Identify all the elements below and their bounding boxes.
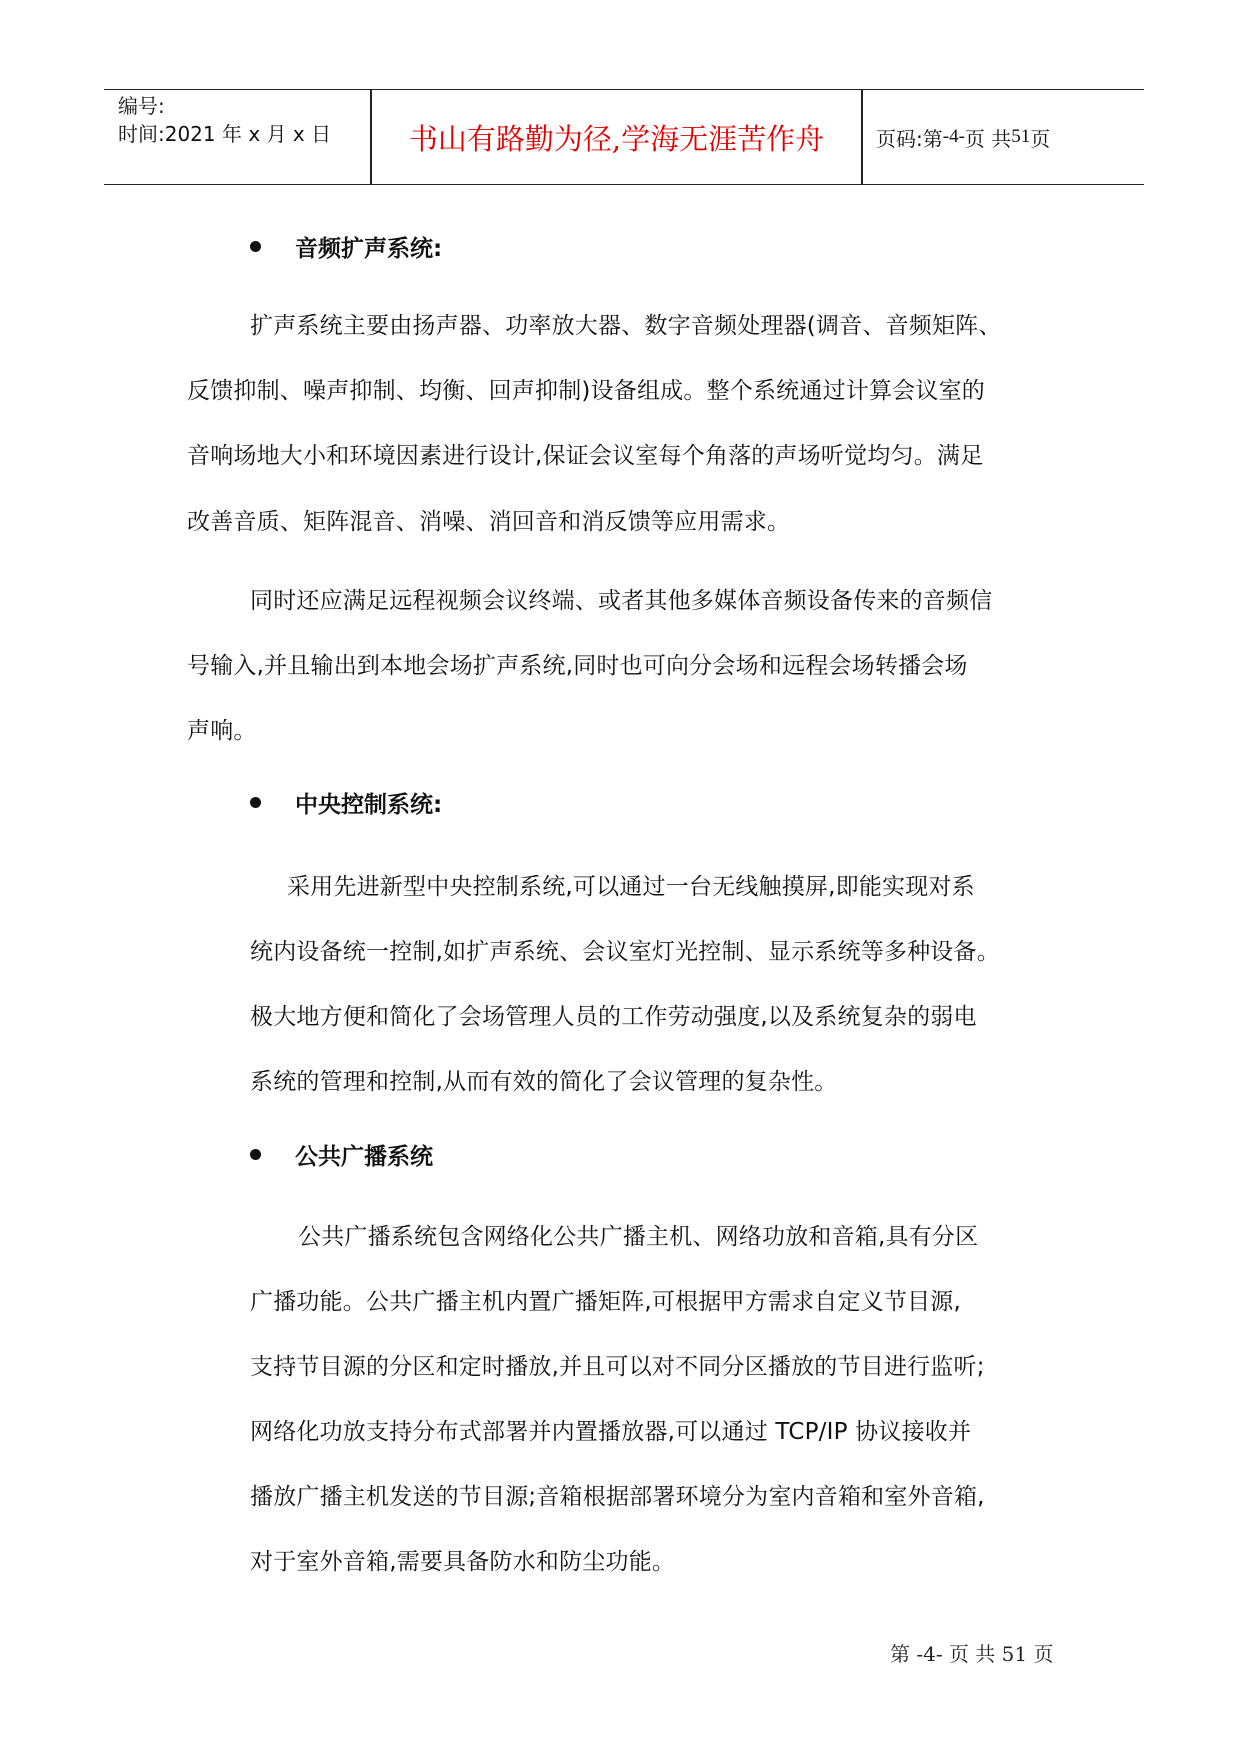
section-heading [250, 786, 442, 819]
page-total: 51 [1011, 126, 1031, 147]
section-heading [250, 1138, 433, 1171]
bullet-icon [250, 1149, 261, 1160]
section-heading-text: 公共广播系统 [295, 1144, 433, 1170]
page-suffix: 页 [1030, 126, 1051, 151]
section-heading-text: 音频扩声系统: [295, 236, 443, 262]
page-num: -4- [942, 126, 965, 147]
paragraph-line: 播放广播主机发送的节目源;音箱根据部署环境分为室内音箱和室外音箱, [250, 1484, 985, 1510]
paragraph-line: 支持节目源的分区和定时播放,并且可以对不同分区播放的节目进行监听; [250, 1354, 985, 1380]
paragraph-line: 统内设备统一控制,如扩声系统、会议室灯光控制、显示系统等多种设备。 [250, 939, 1000, 965]
serial-label: 编号: [118, 94, 165, 118]
paragraph-line: 极大地方便和简化了会场管理人员的工作劳动强度,以及系统复杂的弱电 [250, 1004, 977, 1030]
paragraph-line: 网络化功放支持分布式部署并内置播放器,可以通过 TCP/IP 协议接收并 [250, 1419, 972, 1445]
paragraph-line: 公共广播系统包含网络化公共广播主机、网络功放和音箱,具有分区 [298, 1224, 979, 1250]
section-heading [250, 230, 442, 263]
bullet-icon [250, 241, 261, 252]
header-page-number [876, 90, 1050, 184]
paragraph-line: 改善音质、矩阵混音、消噪、消回音和消反馈等应用需求。 [187, 509, 791, 535]
paragraph-line: 同时还应满足远程视频会议终端、或者其他多媒体音频设备传来的音频信 [250, 588, 993, 614]
paragraph-line: 系统的管理和控制,从而有效的简化了会议管理的复杂性。 [250, 1069, 838, 1095]
paragraph-line: 采用先进新型中央控制系统,可以通过一台无线触摸屏,即能实现对系 [287, 874, 975, 900]
paragraph-line: 扩声系统主要由扬声器、功率放大器、数字音频处理器(调音、音频矩阵、 [250, 313, 1002, 339]
paragraph-line: 音响场地大小和环境因素进行设计,保证会议室每个角落的声场听觉均匀。满足 [187, 443, 984, 469]
time-label: 时间:2021 年 x 月 x 日 [118, 122, 332, 146]
header-meta [118, 92, 331, 148]
paragraph-line: 对于室外音箱,需要具备防水和防尘功能。 [250, 1549, 676, 1575]
section-heading-text: 中央控制系统: [295, 792, 443, 818]
paragraph-line: 广播功能。公共广播主机内置广播矩阵,可根据甲方需求自定义节目源, [250, 1289, 962, 1315]
header-motto: 书山有路勤为径,学海无涯苦作舟 [408, 121, 825, 156]
bullet-icon [250, 797, 261, 808]
paragraph-line: 声响。 [187, 718, 257, 744]
page-footer: 第 -4- 页 共 51 页 [890, 1642, 1054, 1666]
paragraph-line: 号输入,并且输出到本地会场扩声系统,同时也可向分会场和远程会场转播会场 [187, 653, 968, 679]
page-prefix: 页码:第 [876, 126, 943, 151]
page-mid: 页 共 [964, 126, 1012, 151]
page-header [104, 89, 1144, 185]
paragraph-line: 反馈抑制、噪声抑制、均衡、回声抑制)设备组成。整个系统通过计算会议室的 [187, 378, 985, 404]
header-divider [861, 90, 863, 184]
